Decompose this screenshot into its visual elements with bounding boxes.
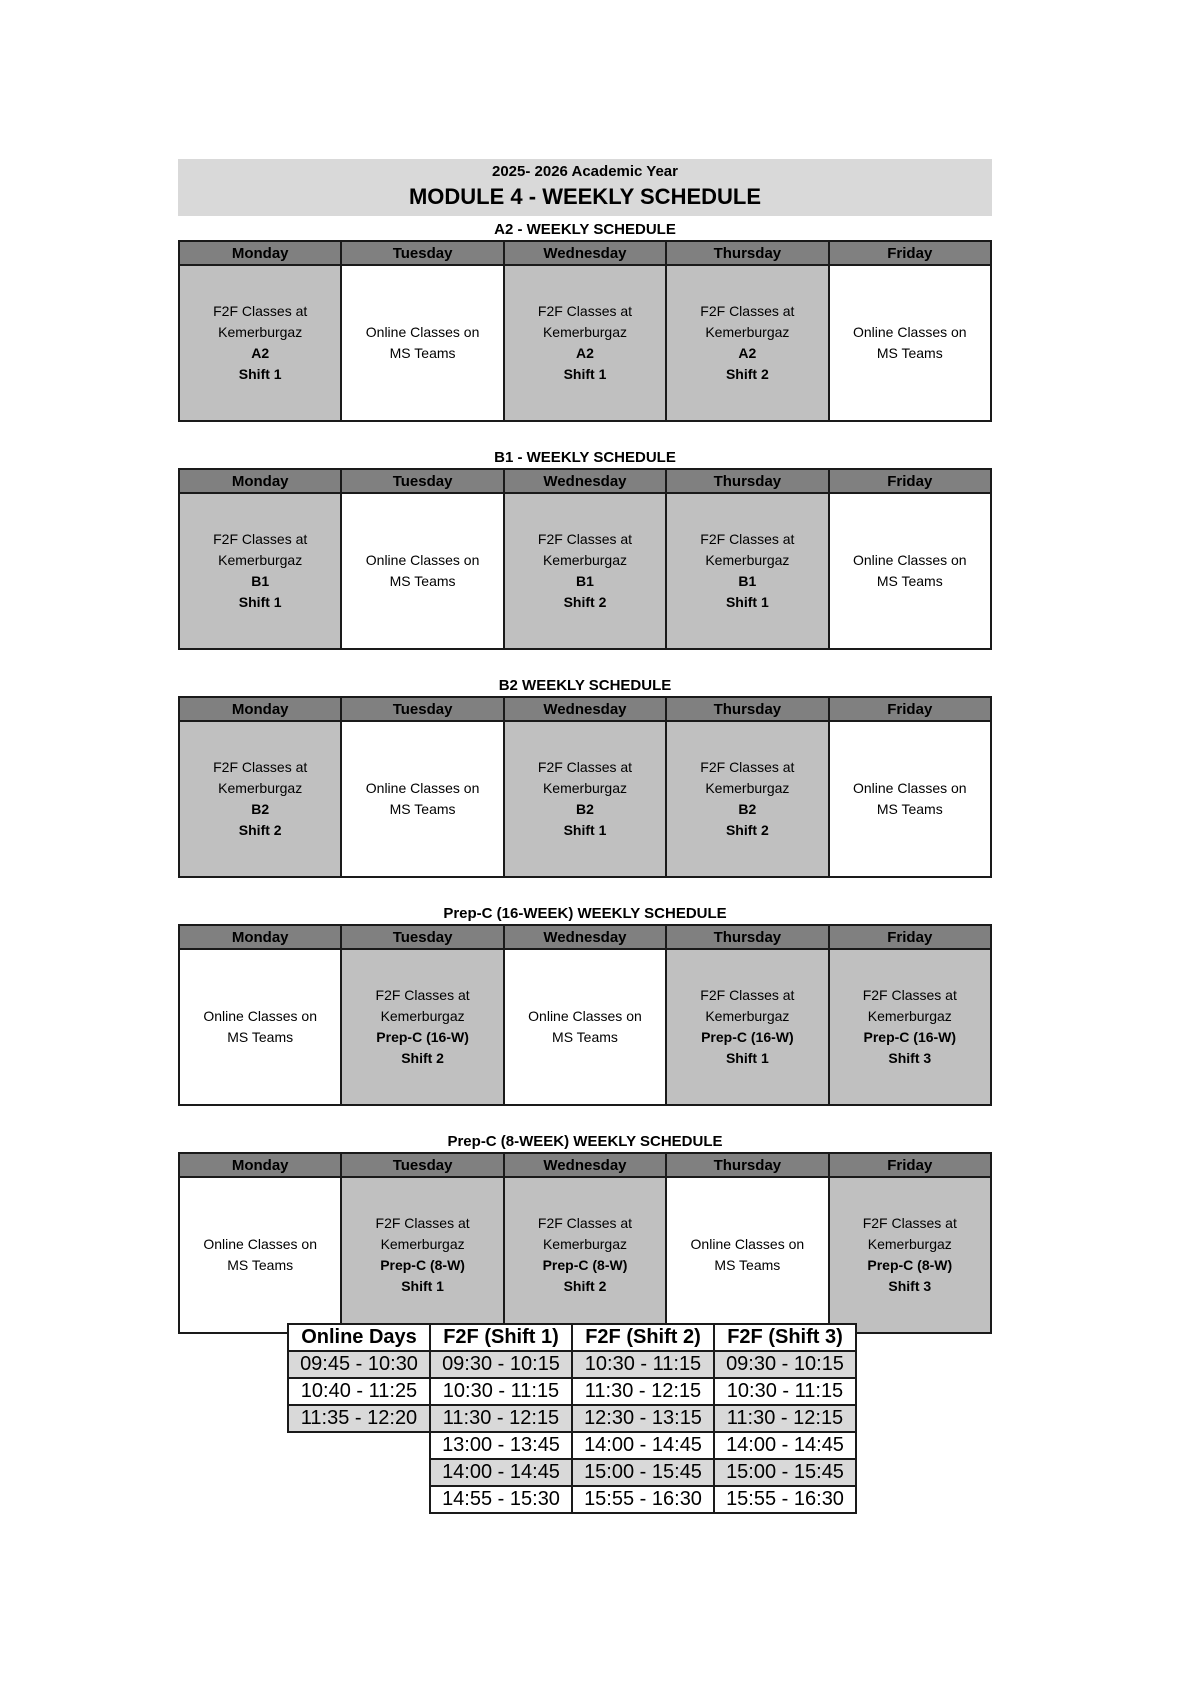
weekly-schedule-table (178, 696, 992, 878)
day-header: Wednesday (504, 1153, 666, 1177)
shift-label: Shift 1 (238, 366, 282, 382)
level-label: B2 (251, 801, 270, 817)
f2f-label: F2F Classes at (700, 759, 795, 775)
day-header: Friday (829, 1153, 991, 1177)
time-row (288, 1486, 856, 1513)
time-slot: 13:00 - 13:45 (430, 1432, 572, 1459)
empty-cell (288, 1459, 430, 1486)
online-class-cell (829, 265, 991, 421)
level-label: B1 (576, 573, 594, 589)
time-slot: 14:00 - 14:45 (714, 1432, 856, 1459)
schedule-title: Prep-C (8-WEEK) WEEKLY SCHEDULE (447, 1133, 723, 1150)
f2f-label: F2F Classes at (700, 303, 795, 319)
online-class-cell (341, 493, 503, 649)
level-label: Prep-C (16-W) (701, 1029, 794, 1045)
online-class-cell (179, 1177, 341, 1333)
f2f-class-cell (504, 721, 666, 877)
schedule-row (179, 949, 991, 1105)
time-slot: 11:30 - 12:15 (572, 1378, 714, 1405)
page-title: MODULE 4 - WEEKLY SCHEDULE (408, 184, 762, 209)
level-label: Prep-C (8-W) (867, 1257, 953, 1273)
time-slot: 14:00 - 14:45 (430, 1459, 572, 1486)
f2f-class-cell (341, 949, 503, 1105)
time-slot: 12:30 - 13:15 (572, 1405, 714, 1432)
shift-label: Shift 1 (725, 594, 769, 610)
campus-label: Kemerburgaz (542, 324, 627, 340)
f2f-class-cell (179, 493, 341, 649)
campus-label: Kemerburgaz (542, 1236, 627, 1252)
platform-label: MS Teams (714, 1257, 781, 1273)
f2f-class-cell (829, 1177, 991, 1333)
platform-label: MS Teams (389, 801, 456, 817)
shift-label: Shift 2 (725, 822, 769, 838)
section-gap (178, 422, 992, 444)
time-slot: 15:00 - 15:45 (714, 1459, 856, 1486)
f2f-label: F2F Classes at (213, 759, 308, 775)
f2f-class-cell (666, 493, 828, 649)
time-slot: 11:30 - 12:15 (430, 1405, 572, 1432)
day-header: Friday (829, 469, 991, 493)
empty-cell (288, 1486, 430, 1513)
online-class-cell (341, 721, 503, 877)
section-gap (178, 650, 992, 672)
day-header: Tuesday (341, 241, 503, 265)
online-class-cell (504, 949, 666, 1105)
time-row (288, 1351, 856, 1378)
time-slot: 11:35 - 12:20 (288, 1405, 430, 1432)
day-header: Wednesday (504, 925, 666, 949)
shift-label: Shift 3 (888, 1278, 932, 1294)
level-label: Prep-C (16-W) (376, 1029, 469, 1045)
f2f-class-cell (829, 949, 991, 1105)
schedule-page (178, 159, 992, 1334)
campus-label: Kemerburgaz (218, 324, 303, 340)
day-header: Monday (179, 241, 341, 265)
f2f-label: F2F Classes at (375, 987, 470, 1003)
shift-label: Shift 1 (238, 594, 282, 610)
f2f-label: F2F Classes at (537, 303, 633, 319)
shift-label: Shift 2 (401, 1050, 444, 1066)
day-header: Wednesday (504, 469, 666, 493)
campus-label: Kemerburgaz (867, 1236, 952, 1252)
shift-label: Shift 1 (401, 1278, 444, 1294)
time-slot: 10:30 - 11:15 (430, 1378, 572, 1405)
online-class-cell (666, 1177, 828, 1333)
campus-label: Kemerburgaz (705, 552, 790, 568)
f2f-label: F2F Classes at (537, 1215, 633, 1231)
campus-label: Kemerburgaz (542, 780, 627, 796)
page-header (178, 159, 992, 216)
f2f-class-cell (666, 265, 828, 421)
f2f-class-cell (179, 721, 341, 877)
time-row (288, 1378, 856, 1405)
day-header: Thursday (666, 241, 828, 265)
time-slot: 10:40 - 11:25 (288, 1378, 430, 1405)
level-label: Prep-C (16-W) (863, 1029, 957, 1045)
online-label: Online Classes on (852, 780, 967, 796)
level-label: Prep-C (8-W) (380, 1257, 465, 1273)
online-class-cell (829, 721, 991, 877)
platform-label: MS Teams (552, 1029, 618, 1045)
day-header: Wednesday (504, 241, 666, 265)
time-column-header: F2F (Shift 3) (714, 1324, 856, 1351)
platform-label: MS Teams (876, 345, 943, 361)
time-slot: 10:30 - 11:15 (572, 1351, 714, 1378)
schedule-title: Prep-C (16-WEEK) WEEKLY SCHEDULE (443, 905, 727, 922)
time-slot: 14:00 - 14:45 (572, 1432, 714, 1459)
f2f-class-cell (666, 949, 828, 1105)
campus-label: Kemerburgaz (380, 1008, 465, 1024)
level-label: Prep-C (8-W) (542, 1257, 628, 1273)
online-label: Online Classes on (365, 324, 480, 340)
online-class-cell (341, 265, 503, 421)
f2f-label: F2F Classes at (537, 759, 633, 775)
shift-label: Shift 2 (725, 366, 769, 382)
shift-label: Shift 2 (238, 822, 282, 838)
level-label: B1 (738, 573, 757, 589)
schedule-row (179, 493, 991, 649)
shift-label: Shift 1 (725, 1050, 769, 1066)
day-header-row (179, 241, 991, 265)
f2f-label: F2F Classes at (700, 987, 795, 1003)
online-class-cell (179, 949, 341, 1105)
campus-label: Kemerburgaz (380, 1236, 465, 1252)
level-label: A2 (251, 345, 270, 361)
section-gap (178, 878, 992, 900)
online-label: Online Classes on (852, 552, 967, 568)
online-label: Online Classes on (852, 324, 967, 340)
section-gap (178, 1106, 992, 1128)
online-label: Online Classes on (365, 552, 480, 568)
f2f-class-cell (504, 1177, 666, 1333)
f2f-class-cell (504, 493, 666, 649)
time-column-header: F2F (Shift 2) (572, 1324, 714, 1351)
time-slot: 09:45 - 10:30 (288, 1351, 430, 1378)
platform-label: MS Teams (227, 1257, 294, 1273)
time-slot: 15:55 - 16:30 (572, 1486, 714, 1513)
f2f-label: F2F Classes at (213, 303, 308, 319)
day-header: Thursday (666, 697, 828, 721)
day-header: Thursday (666, 1153, 828, 1177)
day-header: Monday (179, 697, 341, 721)
campus-label: Kemerburgaz (218, 780, 303, 796)
schedule-title: B2 WEEKLY SCHEDULE (498, 677, 672, 694)
day-header-row (179, 697, 991, 721)
campus-label: Kemerburgaz (218, 552, 303, 568)
time-slot: 10:30 - 11:15 (714, 1378, 856, 1405)
shift-label: Shift 2 (563, 594, 607, 610)
day-header: Friday (829, 925, 991, 949)
day-header: Tuesday (341, 1153, 503, 1177)
empty-cell (288, 1432, 430, 1459)
online-label: Online Classes on (365, 780, 480, 796)
day-header: Monday (179, 925, 341, 949)
weekly-schedule-table (178, 924, 992, 1106)
time-slot: 09:30 - 10:15 (714, 1351, 856, 1378)
level-label: A2 (576, 345, 594, 361)
campus-label: Kemerburgaz (705, 780, 790, 796)
f2f-class-cell (341, 1177, 503, 1333)
f2f-label: F2F Classes at (862, 1215, 957, 1231)
time-slot: 15:00 - 15:45 (572, 1459, 714, 1486)
time-header-row (288, 1324, 856, 1351)
campus-label: Kemerburgaz (542, 552, 627, 568)
day-header: Wednesday (504, 697, 666, 721)
campus-label: Kemerburgaz (705, 324, 790, 340)
f2f-label: F2F Classes at (375, 1215, 470, 1231)
weekly-schedule-table (178, 240, 992, 422)
day-header: Monday (179, 1153, 341, 1177)
online-label: Online Classes on (203, 1236, 317, 1252)
day-header: Thursday (666, 469, 828, 493)
platform-label: MS Teams (876, 573, 943, 589)
online-label: Online Classes on (690, 1236, 805, 1252)
day-header: Thursday (666, 925, 828, 949)
f2f-label: F2F Classes at (862, 987, 957, 1003)
schedule-row (179, 265, 991, 421)
time-slot: 09:30 - 10:15 (430, 1351, 572, 1378)
shift-label: Shift 3 (888, 1050, 932, 1066)
schedule-row (179, 721, 991, 877)
time-slots-table (287, 1323, 857, 1514)
time-row (288, 1459, 856, 1486)
campus-label: Kemerburgaz (867, 1008, 952, 1024)
online-label: Online Classes on (528, 1008, 642, 1024)
level-label: B2 (576, 801, 594, 817)
online-label: Online Classes on (203, 1008, 317, 1024)
day-header-row (179, 925, 991, 949)
day-header: Friday (829, 697, 991, 721)
day-header: Tuesday (341, 925, 503, 949)
shift-label: Shift 2 (563, 1278, 607, 1294)
schedule-title: A2 - WEEKLY SCHEDULE (494, 221, 676, 238)
time-slot: 15:55 - 16:30 (714, 1486, 856, 1513)
level-label: A2 (738, 345, 757, 361)
time-slot: 11:30 - 12:15 (714, 1405, 856, 1432)
f2f-label: F2F Classes at (213, 531, 308, 547)
schedules-container (178, 216, 992, 1334)
schedule-row (179, 1177, 991, 1333)
online-class-cell (829, 493, 991, 649)
time-row (288, 1405, 856, 1432)
shift-label: Shift 1 (563, 822, 607, 838)
day-header-row (179, 1153, 991, 1177)
platform-label: MS Teams (389, 573, 456, 589)
platform-label: MS Teams (389, 345, 456, 361)
weekly-schedule-table (178, 1152, 992, 1334)
f2f-class-cell (666, 721, 828, 877)
schedule-title: B1 - WEEKLY SCHEDULE (494, 449, 676, 466)
platform-label: MS Teams (227, 1029, 294, 1045)
time-slot: 14:55 - 15:30 (430, 1486, 572, 1513)
day-header: Tuesday (341, 469, 503, 493)
f2f-label: F2F Classes at (700, 531, 795, 547)
day-header: Tuesday (341, 697, 503, 721)
shift-label: Shift 1 (563, 366, 607, 382)
f2f-label: F2F Classes at (537, 531, 633, 547)
academic-year: 2025- 2026 Academic Year (492, 163, 678, 180)
campus-label: Kemerburgaz (705, 1008, 790, 1024)
f2f-class-cell (504, 265, 666, 421)
weekly-schedule-table (178, 468, 992, 650)
time-row (288, 1432, 856, 1459)
day-header-row (179, 469, 991, 493)
time-column-header: Online Days (288, 1324, 430, 1351)
level-label: B1 (251, 573, 270, 589)
level-label: B2 (738, 801, 757, 817)
day-header: Friday (829, 241, 991, 265)
day-header: Monday (179, 469, 341, 493)
f2f-class-cell (179, 265, 341, 421)
time-column-header: F2F (Shift 1) (430, 1324, 572, 1351)
platform-label: MS Teams (876, 801, 943, 817)
